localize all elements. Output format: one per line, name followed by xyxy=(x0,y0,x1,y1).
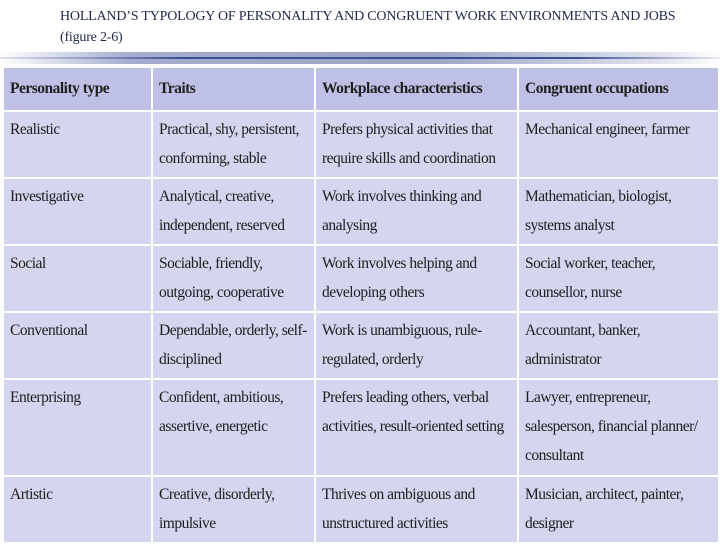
cell-workplace-characteristics: Prefers leading others, verbal activities, result-oriented setting xyxy=(315,379,518,476)
table-row-realistic xyxy=(3,111,719,178)
cell-personality-type: Investigative xyxy=(3,178,152,245)
cell-workplace-characteristics: Prefers physical activities that require skills and coordination xyxy=(315,111,518,178)
cell-congruent-occupations: Social worker, teacher, counsellor, nurse xyxy=(518,245,719,312)
cell-personality-type: Realistic xyxy=(3,111,152,178)
column-header-personality-type: Personality type xyxy=(3,67,152,111)
cell-congruent-occupations: Musician, architect, painter, designer xyxy=(518,476,719,543)
cell-personality-type: Artistic xyxy=(3,476,152,543)
header-divider xyxy=(0,57,720,59)
cell-congruent-occupations: Accountant, banker, administrator xyxy=(518,312,719,379)
cell-congruent-occupations: Mathematician, biologist, systems analyst xyxy=(518,178,719,245)
column-header-congruent-occupations: Congruent occupations xyxy=(518,67,719,111)
column-header-traits: Traits xyxy=(152,67,315,111)
cell-congruent-occupations: Lawyer, entrepreneur, salesperson, financial planner/ consultant xyxy=(518,379,719,476)
table-row-enterprising xyxy=(3,379,719,476)
cell-workplace-characteristics: Work is unambiguous, rule-regulated, orderly xyxy=(315,312,518,379)
holland-typology-table xyxy=(2,66,720,544)
cell-workplace-characteristics: Work involves helping and developing others xyxy=(315,245,518,312)
cell-personality-type: Conventional xyxy=(3,312,152,379)
cell-traits: Sociable, friendly, outgoing, cooperative xyxy=(152,245,315,312)
table-header-row xyxy=(3,67,719,111)
cell-congruent-occupations: Mechanical engineer, farmer xyxy=(518,111,719,178)
cell-traits: Dependable, orderly, self-disciplined xyxy=(152,312,315,379)
cell-personality-type: Social xyxy=(3,245,152,312)
page-title: HOLLAND’S TYPOLOGY OF PERSONALITY AND CONGRUENT WORK ENVIRONMENTS AND JOBS (figure 2-6) xyxy=(60,9,676,45)
cell-personality-type: Enterprising xyxy=(3,379,152,476)
cell-traits: Creative, disorderly, impulsive xyxy=(152,476,315,543)
table-row-social xyxy=(3,245,719,312)
cell-traits: Analytical, creative, independent, reserved xyxy=(152,178,315,245)
column-header-workplace-characteristics: Workplace characteristics xyxy=(315,67,518,111)
cell-workplace-characteristics: Thrives on ambiguous and unstructured activities xyxy=(315,476,518,543)
table-row-investigative xyxy=(3,178,719,245)
table-row-artistic xyxy=(3,476,719,543)
cell-traits: Practical, shy, persistent, conforming, stable xyxy=(152,111,315,178)
cell-traits: Confident, ambitious, assertive, energetic xyxy=(152,379,315,476)
table-row-conventional xyxy=(3,312,719,379)
cell-workplace-characteristics: Work involves thinking and analysing xyxy=(315,178,518,245)
